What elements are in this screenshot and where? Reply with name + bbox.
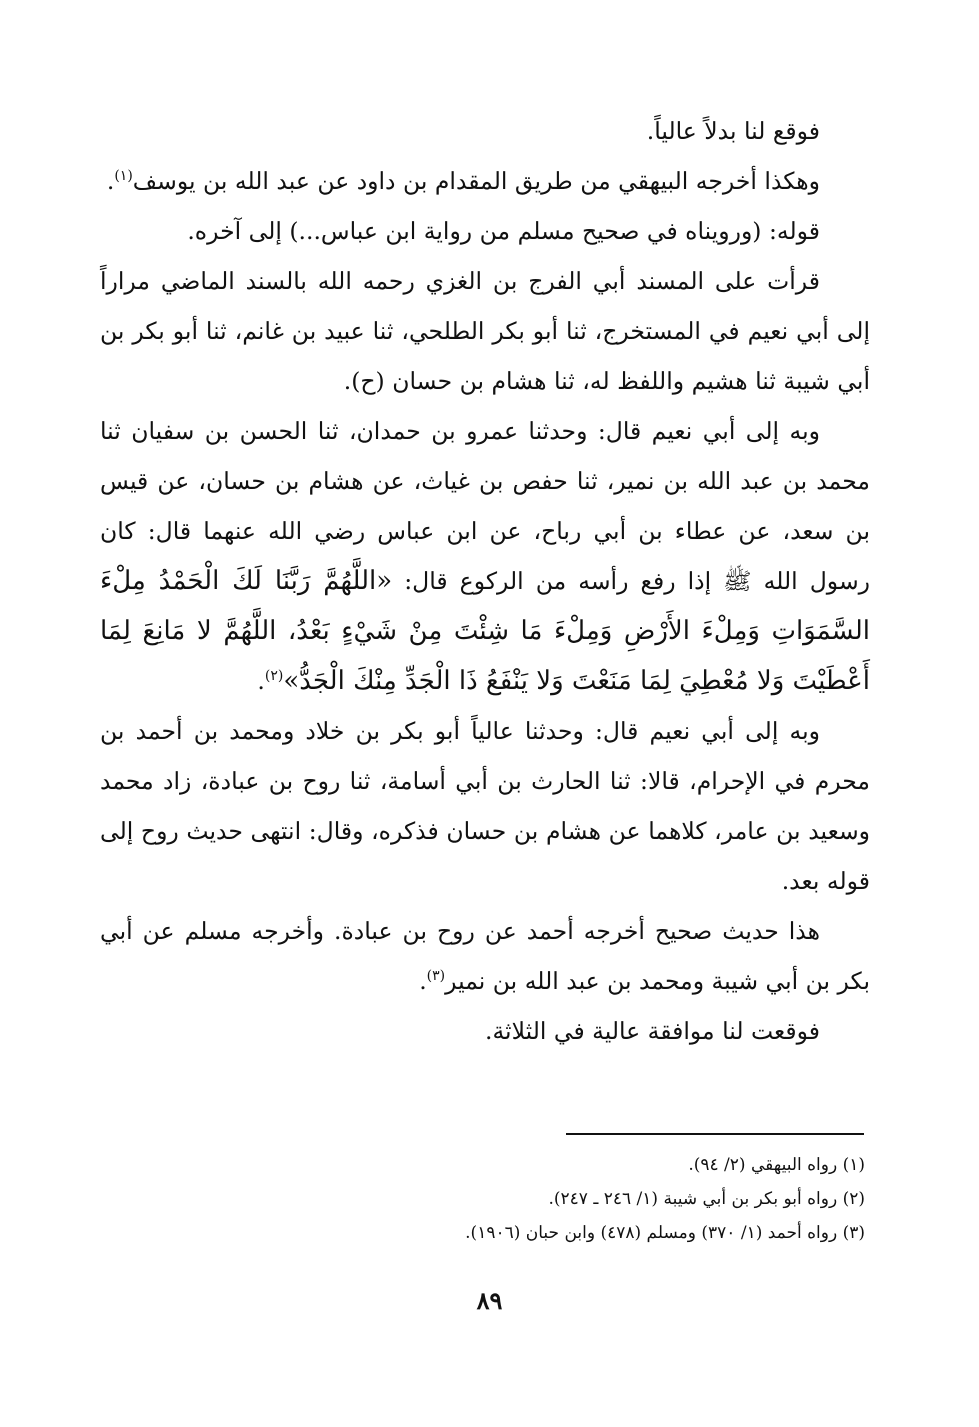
page-number: ٨٩ xyxy=(476,1286,503,1315)
footnote-divider xyxy=(566,1133,864,1135)
paragraph-text: قرأت على المسند أبي الفرج بن الغزي رحمه الله بالسند الماضي مراراً إلى أبي نعيم في المستخرج، ثنا أبو بكر الطلحي، ثنا عبيد بن غانم، ثنا أبو بكر بن أبي شيبة ثنا هشيم واللفظ له، ثنا هشام بن حسان (ح). xyxy=(100,267,870,395)
paragraph xyxy=(100,706,870,906)
paragraph xyxy=(100,256,870,406)
paragraph xyxy=(100,206,870,256)
paragraph xyxy=(100,156,870,206)
paragraph-text: قوله: (ورويناه في صحيح مسلم من رواية ابن عباس...) إلى آخره. xyxy=(187,217,820,245)
paragraph-end: . xyxy=(257,667,265,695)
footnote: (١) رواه البيهقي (٢/ ٩٤). xyxy=(688,1155,865,1175)
paragraph xyxy=(100,906,870,1006)
hadith-quote: «اللَّهُمَّ رَبَّنَا لَكَ الْحَمْدُ مِلْءَ السَّمَوَاتِ وَمِلْءَ الأَرْضِ وَمِلْءَ مَا شِئْتَ مِنْ شَيْءٍ بَعْدُ، اللَّهُمَّ لا مَانِعَ لِمَا أَعْطَيْتَ وَلا مُعْطِيَ لِمَا مَنَعْتَ وَلا يَنْفَعُ ذَا الْجَدِّ مِنْكَ الْجَدُّ» xyxy=(100,566,870,696)
paragraph xyxy=(100,106,870,156)
footnote: (٢) رواه أبو بكر بن أبي شيبة (١/ ٢٤٦ ـ ٢٤٧). xyxy=(548,1189,865,1209)
main-text xyxy=(100,106,870,1056)
paragraph xyxy=(100,406,870,706)
paragraph-text: هذا حديث صحيح أخرجه أحمد عن روح بن عبادة. وأخرجه مسلم عن أبي بكر بن أبي شيبة ومحمد بن عبد الله بن نمير xyxy=(100,917,870,995)
footnote: (٣) رواه أحمد (١/ ٣٧٠) ومسلم (٤٧٨) وابن حبان (١٩٠٦). xyxy=(465,1223,865,1243)
paragraph-text: فوقع لنا بدلاً عالياً. xyxy=(646,117,820,145)
paragraph-text: وبه إلى أبي نعيم قال: وحدثنا عالياً أبو بكر بن خلاد ومحمد بن أحمد بن محرم في الإحرام، قالا: ثنا الحارث بن أبي أسامة، ثنا روح بن عبادة، زاد محمد وسعيد بن عامر، كلاهما عن هشام بن حسان فذكره، وقال: انتهى حديث روح إلى قوله بعد. xyxy=(100,717,870,895)
footnote-ref: (٢) xyxy=(264,668,284,685)
paragraph xyxy=(100,1006,870,1056)
footnotes xyxy=(200,1148,865,1250)
paragraph-text: وبه إلى أبي نعيم قال: وحدثنا عمرو بن حمدان، ثنا الحسن بن سفيان ثنا محمد بن عبد الله بن نمير، ثنا حفص بن غياث، عن هشام بن حسان، عن قيس بن سعد، عن عطاء بن أبي رباح، عن ابن عباس رضي الله عنهما قال: كان رسول الله ﷺ إذا رفع رأسه من الركوع قال: xyxy=(100,417,870,595)
paragraph-text: وهكذا أخرجه البيهقي من طريق المقدام بن داود عن عبد الله بن يوسف xyxy=(132,167,820,195)
paragraph-end: . xyxy=(106,167,115,195)
paragraph-text: فوقعت لنا موافقة عالية في الثلاثة. xyxy=(484,1017,820,1045)
footnote-ref: (٣) xyxy=(426,968,446,985)
paragraph-end: . xyxy=(419,967,427,995)
footnote-ref: (١) xyxy=(114,168,133,185)
